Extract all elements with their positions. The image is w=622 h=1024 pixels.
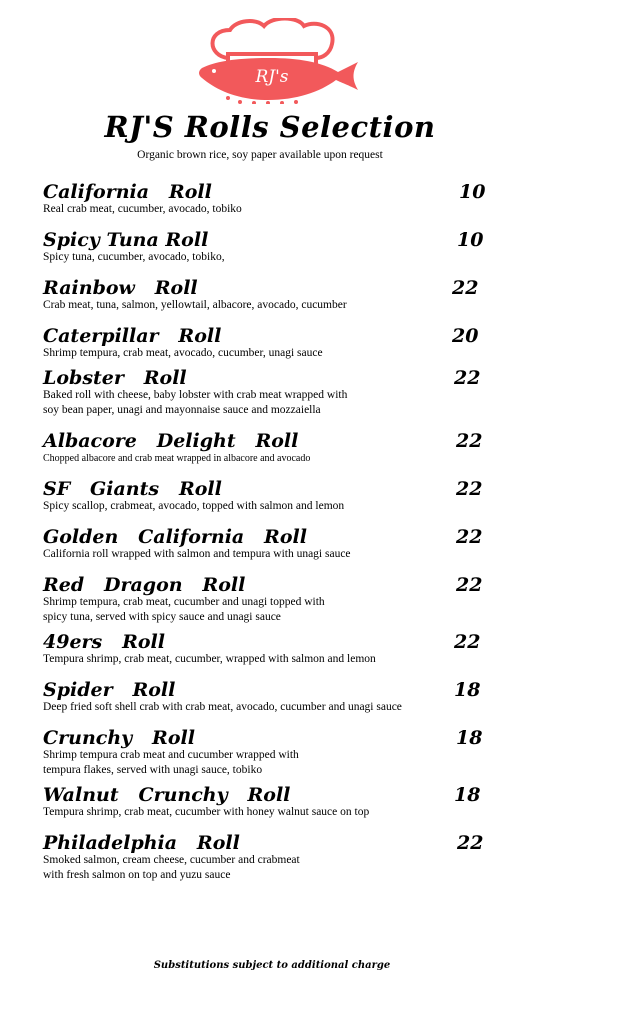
item-description: Smoked salmon, cream cheese, cucumber and crabmeat with fresh salmon on top and yuzu sauce (43, 854, 300, 881)
menu-item-sf-giants-roll (43, 477, 483, 514)
item-description: Shrimp tempura, crab meat, cucumber and unagi topped with spicy tuna, served with spicy sauce and unagi sauce (43, 596, 325, 623)
menu-item-crunchy-roll (43, 726, 483, 778)
item-description: California roll wrapped with salmon and tempura with unagi sauce (43, 548, 351, 560)
item-name: Caterpillar Roll (43, 325, 222, 347)
item-name: Spider Roll (43, 679, 176, 701)
item-name: Crunchy Roll (43, 727, 195, 749)
item-price: 18 (454, 784, 481, 806)
menu-item-philadelphia-roll (43, 831, 483, 883)
item-name: 49ers Roll (43, 631, 165, 653)
menu-item-golden-california-roll (43, 525, 483, 562)
item-name: California Roll (43, 181, 212, 203)
item-name: Red Dragon Roll (43, 574, 246, 596)
item-name: Rainbow Roll (43, 277, 198, 299)
item-description: Tempura shrimp, crab meat, cucumber with honey walnut sauce on top (43, 806, 370, 818)
item-description: Baked roll with cheese, baby lobster with crab meat wrapped with soy bean paper, unagi and mayonnaise sauce and mozzaiella (43, 389, 348, 416)
item-price: 22 (456, 526, 483, 548)
menu-item-list (43, 180, 486, 883)
item-price: 22 (454, 631, 481, 653)
item-description: Shrimp tempura crab meat and cucumber wrapped with tempura flakes, served with unagi sauce, tobiko (43, 749, 299, 776)
item-name: Spicy Tuna Roll (43, 229, 209, 251)
footer-note: Substitutions subject to additional charge (153, 960, 391, 971)
menu-item-walnut-crunchy-roll (43, 783, 483, 820)
item-price: 20 (452, 325, 479, 347)
menu-item-red-dragon-roll (43, 573, 483, 625)
logo-graphic (198, 18, 360, 104)
menu-item-lobster-roll (43, 366, 483, 418)
menu-item-spider-roll (43, 678, 483, 715)
menu-item-caterpillar-roll (43, 324, 483, 361)
item-description: Deep fried soft shell crab with crab meat, avocado, cucumber and unagi sauce (43, 701, 402, 713)
item-price: 10 (459, 181, 486, 203)
item-description: Real crab meat, cucumber, avocado, tobiko (43, 203, 242, 215)
menu-title: RJ'S Rolls Selection (104, 110, 436, 144)
item-price: 22 (456, 478, 483, 500)
item-price: 22 (457, 832, 484, 854)
menu-item-rainbow-roll (43, 276, 483, 313)
item-description: Spicy scallop, crabmeat, avocado, topped with salmon and lemon (43, 500, 345, 512)
item-price: 10 (457, 229, 484, 251)
item-price: 18 (454, 679, 481, 701)
item-name: Philadelphia Roll (43, 832, 240, 854)
item-name: Albacore Delight Roll (43, 430, 299, 452)
item-description: Spicy tuna, cucumber, avocado, tobiko, (43, 251, 225, 263)
item-price: 22 (452, 277, 479, 299)
menu-item-spicy-tuna-roll (43, 228, 483, 265)
item-description: Tempura shrimp, crab meat, cucumber, wrapped with salmon and lemon (43, 653, 376, 665)
menu-item-albacore-delight-roll (43, 429, 483, 466)
item-price: 22 (454, 367, 481, 389)
chef-hat-fish-logo (198, 18, 360, 104)
menu-subtitle: Organic brown rice, soy paper available upon request (137, 149, 383, 161)
menu-item-49ers-roll (43, 630, 483, 667)
item-name: Lobster Roll (43, 367, 187, 389)
item-description: Chopped albacore and crab meat wrapped in albacore and avocado (43, 453, 311, 464)
item-price: 22 (456, 430, 483, 452)
item-description: Shrimp tempura, crab meat, avocado, cucumber, unagi sauce (43, 347, 323, 359)
logo-text: RJ's (255, 67, 289, 87)
item-name: SF Giants Roll (43, 478, 222, 500)
menu-item-california-roll (43, 180, 486, 217)
item-price: 18 (456, 727, 483, 749)
item-description: Crab meat, tuna, salmon, yellowtail, albacore, avocado, cucumber (43, 299, 347, 311)
item-name: Walnut Crunchy Roll (43, 784, 291, 806)
item-price: 22 (456, 574, 483, 596)
item-name: Golden California Roll (43, 526, 307, 548)
